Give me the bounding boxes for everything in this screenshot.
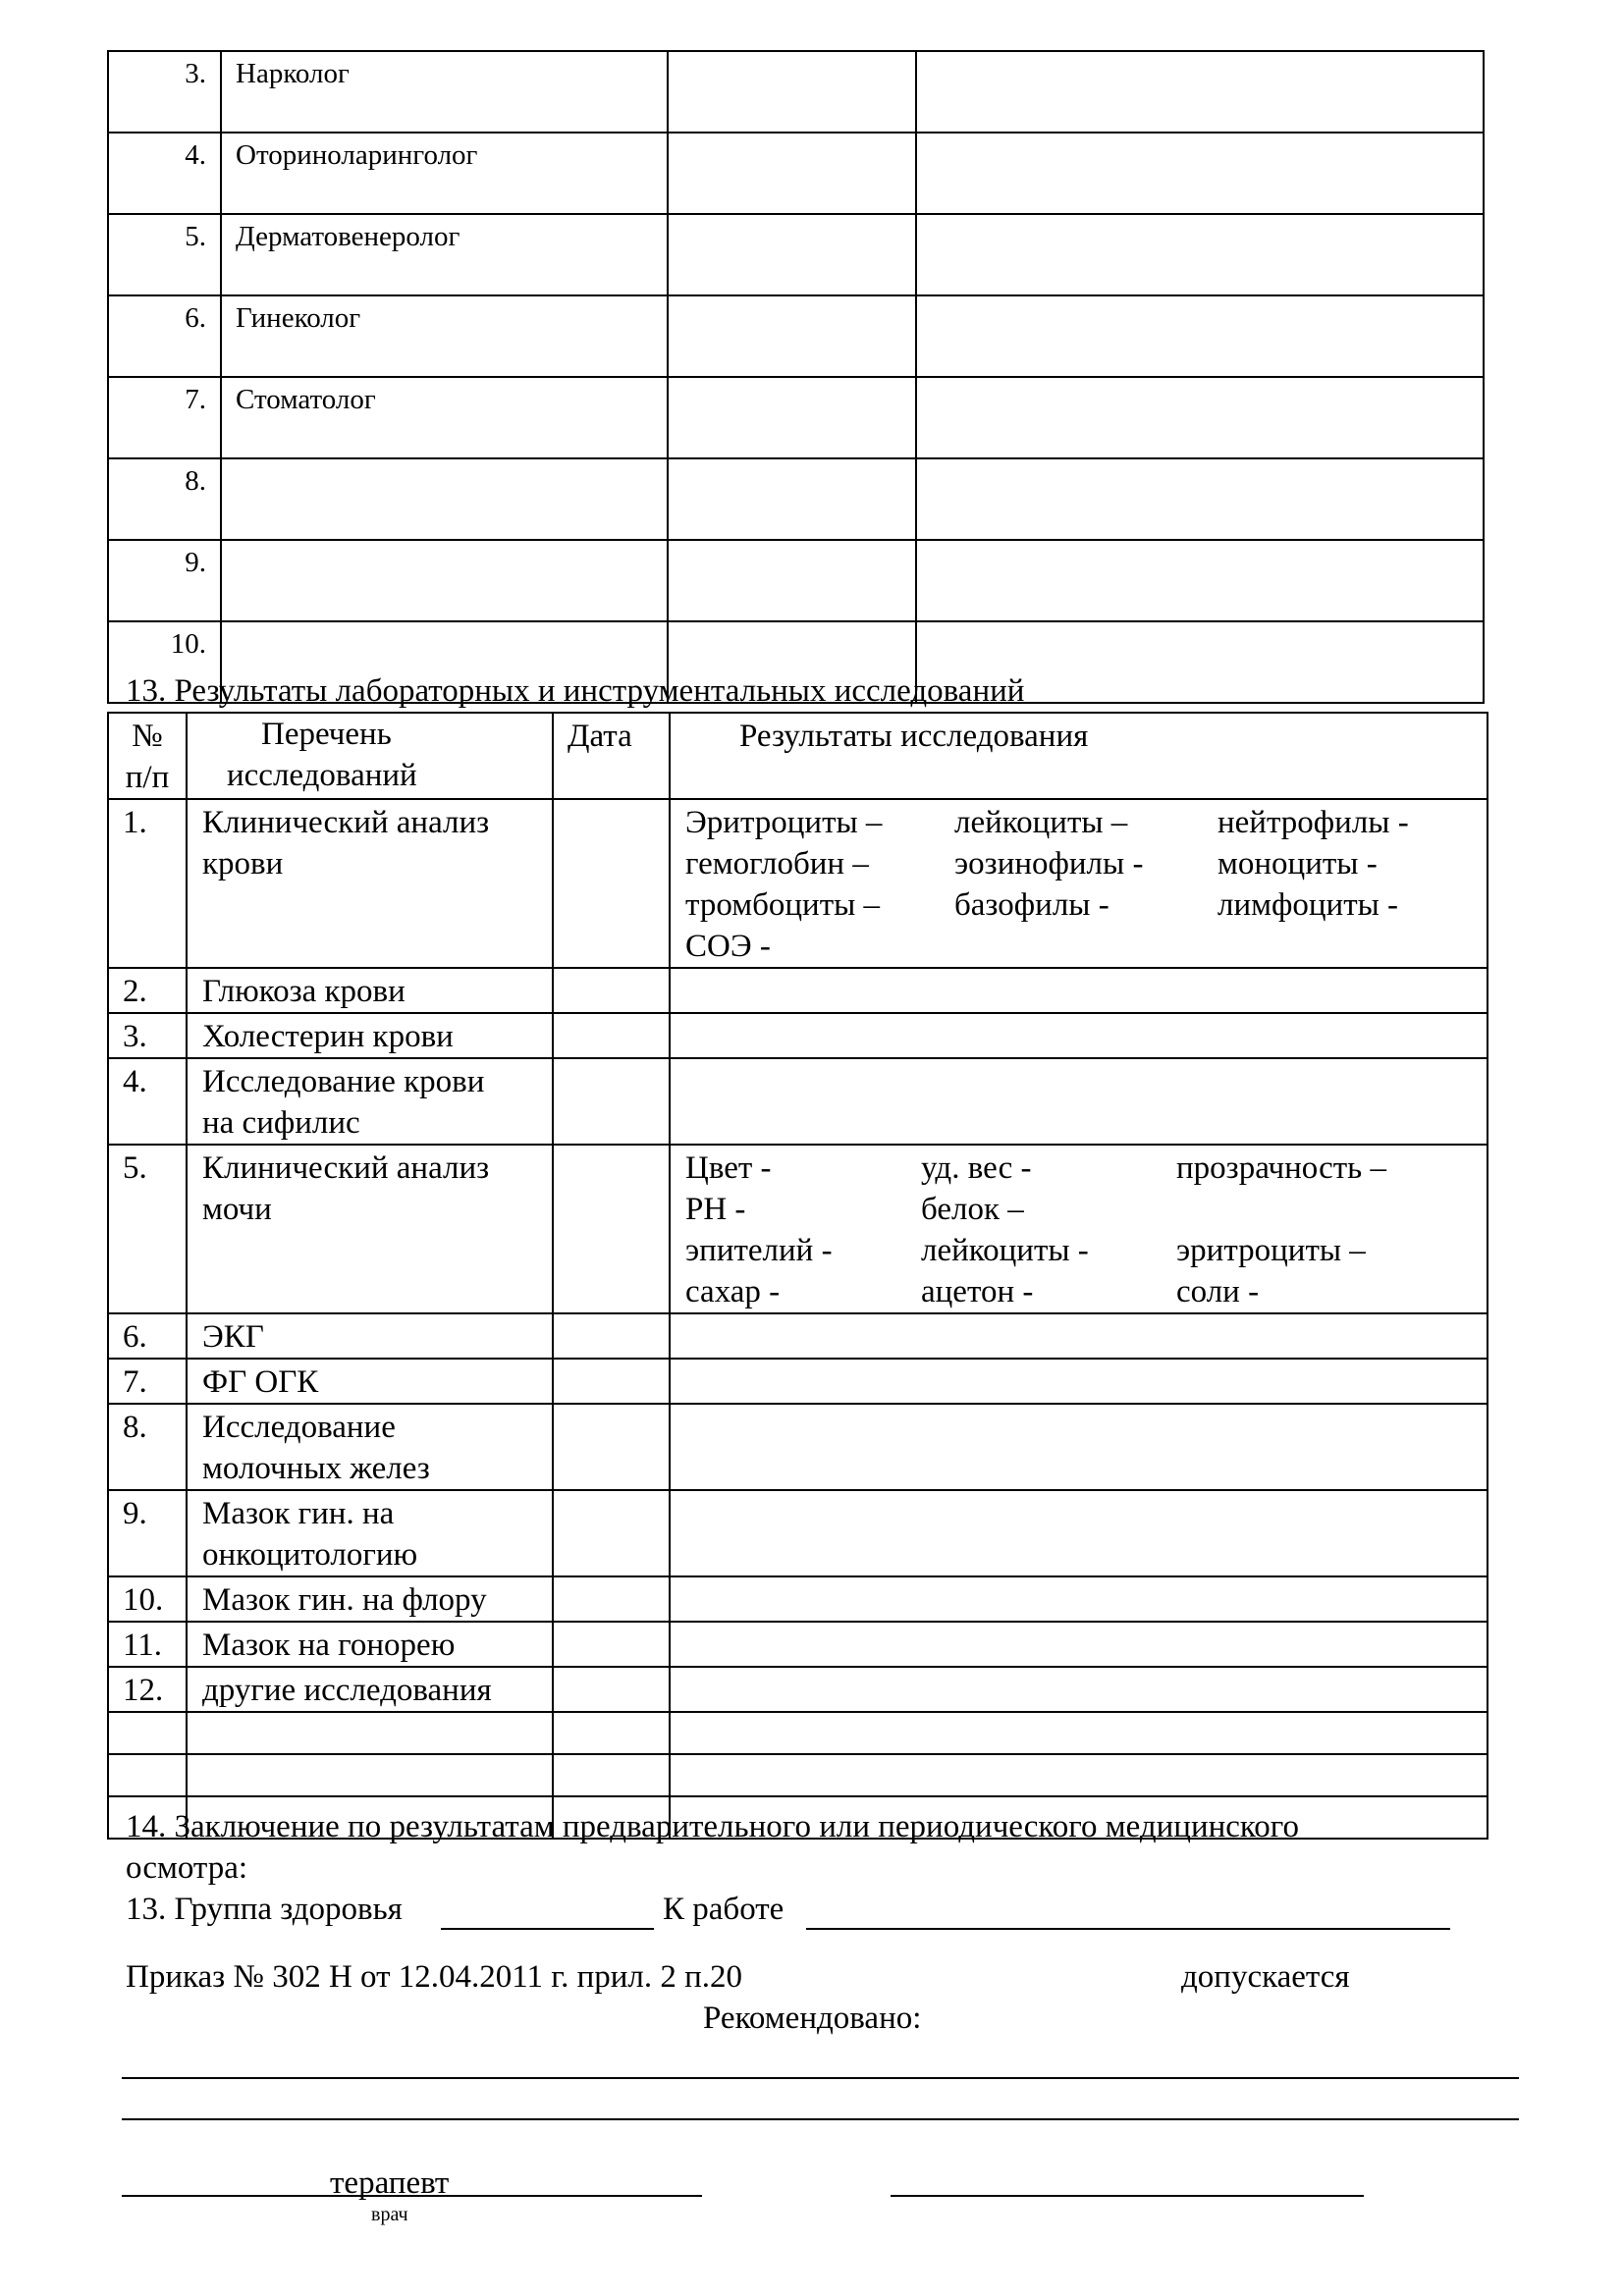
specialist-row [108,377,1484,458]
specialist-row [108,295,1484,377]
lab-row [108,1058,1488,1145]
specialist-name: Стоматолог [221,377,668,458]
conclusion-title-line2: осмотра: [126,1850,248,1886]
result-item: сахар - [685,1274,781,1309]
result-item: моноциты - [1217,846,1378,881]
specialist-num: 8. [108,458,221,540]
lab-num: 4. [108,1058,187,1145]
lab-row [108,1622,1488,1667]
conclusion-title-line1: 14. Заключение по результатам предварительного или периодического медицинского [126,1809,1299,1844]
specialist-date-cell[interactable] [668,295,916,377]
lab-date-cell[interactable] [553,1576,670,1622]
specialist-num: 5. [108,214,221,295]
specialist-name: Гинеколог [221,295,668,377]
empty-cell[interactable] [553,1754,670,1796]
lab-test-name: ФГ ОГК [187,1359,553,1404]
header-date: Дата [553,713,670,799]
lab-num: 3. [108,1013,187,1058]
header-results: Результаты исследования [670,713,1488,799]
lab-num: 5. [108,1145,187,1313]
lab-result-cell[interactable] [670,1058,1488,1145]
lab-test-name: Исследование молочных желез [187,1404,553,1490]
empty-cell[interactable] [187,1712,553,1754]
specialist-date-cell[interactable] [668,458,916,540]
lab-result-cell[interactable] [670,1490,1488,1576]
empty-cell[interactable] [670,1754,1488,1796]
empty-cell[interactable] [670,1712,1488,1754]
result-item: лейкоциты - [921,1233,1089,1268]
empty-cell[interactable] [553,1712,670,1754]
lab-result-cell[interactable] [670,1667,1488,1712]
order-text: Приказ № 302 Н от 12.04.2011 г. прил. 2 п.20 [126,1959,743,1995]
lab-num: 8. [108,1404,187,1490]
lab-date-cell[interactable] [553,968,670,1013]
specialist-row [108,133,1484,214]
lab-date-cell[interactable] [553,1667,670,1712]
empty-cell[interactable] [108,1712,187,1754]
specialist-date-cell[interactable] [668,133,916,214]
empty-cell[interactable] [187,1754,553,1796]
specialist-num: 6. [108,295,221,377]
lab-header-row [108,713,1488,799]
lab-row [108,1313,1488,1359]
lab-date-cell[interactable] [553,1145,670,1313]
recommendation-line-2[interactable] [122,2118,1519,2120]
result-item: соли - [1176,1274,1260,1309]
result-item: гемоглобин – [685,846,869,881]
specialist-result-cell[interactable] [916,133,1484,214]
lab-empty-row [108,1754,1488,1796]
lab-row [108,1490,1488,1576]
result-item: нейтрофилы - [1217,805,1409,840]
health-group-field[interactable] [441,1928,654,1930]
lab-num: 9. [108,1490,187,1576]
result-item: белок – [921,1192,1024,1227]
specialist-date-cell[interactable] [668,51,916,133]
lab-result-cell[interactable] [670,1404,1488,1490]
specialist-num: 10. [108,621,221,703]
lab-test-name: Холестерин крови [187,1013,553,1058]
specialist-result-cell[interactable] [916,377,1484,458]
lab-empty-row [108,1712,1488,1754]
result-item: уд. вес - [921,1150,1032,1186]
result-item: эозинофилы - [954,846,1144,881]
lab-section-title: 13. Результаты лабораторных и инструментальных исследований [126,673,1025,709]
admitted-text: допускается [1181,1959,1350,1995]
lab-test-name: Мазок гин. на онкоцитологию [187,1490,553,1576]
work-label: К работе [663,1892,784,1927]
result-item: эритроциты – [1176,1233,1366,1268]
lab-num: 1. [108,799,187,968]
lab-row [108,1576,1488,1622]
lab-row [108,799,1488,968]
lab-test-name: Мазок на гонорею [187,1622,553,1667]
work-field[interactable] [806,1928,1450,1930]
lab-result-cell[interactable] [670,1622,1488,1667]
specialist-num: 9. [108,540,221,621]
specialist-num: 4. [108,133,221,214]
lab-results-table [107,712,1488,1840]
lab-date-cell[interactable] [553,1490,670,1576]
specialist-name [221,458,668,540]
lab-test-name: Клинический анализ мочи [187,1145,553,1313]
lab-num: 12. [108,1667,187,1712]
specialist-row [108,540,1484,621]
result-item: СОЭ - [685,929,771,964]
specialist-date-cell[interactable] [668,377,916,458]
specialist-name: Нарколог [221,51,668,133]
recommended-label: Рекомендовано: [703,2001,922,2036]
result-item: РН - [685,1192,746,1227]
lab-result-cell[interactable] [670,968,1488,1013]
lab-date-cell[interactable] [553,1404,670,1490]
lab-row [108,1667,1488,1712]
result-item [1217,926,1414,967]
lab-test-name: Мазок гин. на флору [187,1576,553,1622]
specialist-result-cell[interactable] [916,295,1484,377]
lab-result-cell[interactable] [670,1359,1488,1404]
specialist-result-cell[interactable] [916,458,1484,540]
result-item: лейкоциты – [954,805,1128,840]
result-item: ацетон - [921,1274,1034,1309]
header-num: № п/п [108,713,187,799]
lab-num: 6. [108,1313,187,1359]
lab-result-cell[interactable] [670,1576,1488,1622]
lab-num: 2. [108,968,187,1013]
lab-date-cell[interactable] [553,1622,670,1667]
lab-test-name: Исследование крови на сифилис [187,1058,553,1145]
result-item: прозрачность – [1176,1150,1386,1186]
lab-row [108,1145,1488,1313]
lab-row [108,1359,1488,1404]
lab-date-cell[interactable] [553,1313,670,1359]
signature-role: терапевт [330,2165,450,2201]
lab-row [108,968,1488,1013]
result-item: тромбоциты – [685,887,881,923]
lab-test-name: Клинический анализ крови [187,799,553,968]
specialists-table [107,50,1485,704]
specialist-name: Оториноларинголог [221,133,668,214]
lab-date-cell[interactable] [553,1013,670,1058]
lab-result-cell[interactable] [670,1145,1488,1313]
signature-line-2[interactable] [891,2195,1364,2197]
lab-test-name: Глюкоза крови [187,968,553,1013]
result-item [1176,1189,1432,1230]
specialist-result-cell[interactable] [916,51,1484,133]
recommendation-line-1[interactable] [122,2077,1519,2079]
result-item: Цвет - [685,1150,772,1186]
specialist-name: Дерматовенеролог [221,214,668,295]
specialist-date-cell[interactable] [668,540,916,621]
specialist-name [221,540,668,621]
specialist-row [108,214,1484,295]
lab-result-cell[interactable] [670,1313,1488,1359]
lab-num: 10. [108,1576,187,1622]
result-item: эпителий - [685,1233,833,1268]
lab-row [108,1404,1488,1490]
result-item [954,926,1217,967]
lab-test-name: ЭКГ [187,1313,553,1359]
lab-date-cell[interactable] [553,1058,670,1145]
specialist-date-cell[interactable] [668,214,916,295]
lab-num: 7. [108,1359,187,1404]
health-group-label: 13. Группа здоровья [126,1892,403,1927]
lab-date-cell[interactable] [553,799,670,968]
specialist-row [108,458,1484,540]
specialist-result-cell[interactable] [916,214,1484,295]
lab-result-cell[interactable] [670,799,1488,968]
lab-num: 11. [108,1622,187,1667]
specialist-row [108,51,1484,133]
empty-cell[interactable] [108,1754,187,1796]
specialist-num: 3. [108,51,221,133]
signature-caption: врач [371,2204,408,2225]
result-item: лимфоциты - [1217,887,1399,923]
specialist-num: 7. [108,377,221,458]
lab-row [108,1013,1488,1058]
result-item: Эритроциты – [685,805,883,840]
header-list: Перечень исследований [187,713,553,799]
lab-test-name: другие исследования [187,1667,553,1712]
lab-date-cell[interactable] [553,1359,670,1404]
result-item: базофилы - [954,887,1109,923]
specialist-result-cell[interactable] [916,540,1484,621]
lab-result-cell[interactable] [670,1013,1488,1058]
